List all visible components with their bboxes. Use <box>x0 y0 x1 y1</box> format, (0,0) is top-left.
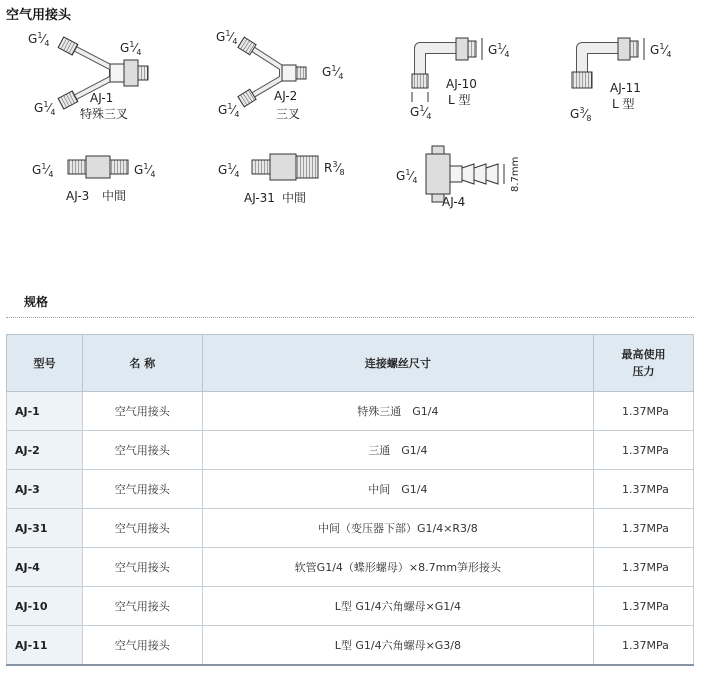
table-row <box>7 470 694 509</box>
cell-thread: 中间（变压器下部）G1/4×R3/8 <box>202 509 593 548</box>
aj3-drawing <box>68 156 128 178</box>
page-title: 空气用接头 <box>6 8 72 23</box>
aj2-thread-top: $G^1⁄_4$ <box>216 29 238 46</box>
cell-model: AJ-31 <box>7 509 83 548</box>
table-row <box>7 509 694 548</box>
cell-thread: L型 G1/4六角螺母×G3/8 <box>202 626 593 666</box>
spec-table <box>6 334 694 666</box>
aj10-thread-bottom: $G^1⁄_4$ <box>410 104 432 121</box>
aj4-thread-left: $G^1⁄_4$ <box>396 168 418 185</box>
header-pressure-line2: 压力 <box>632 365 655 378</box>
header-pressure <box>594 335 694 392</box>
header-model: 型号 <box>7 335 83 392</box>
cell-name: 空气用接头 <box>82 470 202 509</box>
aj1-model: AJ-1 <box>90 91 114 105</box>
aj10-model: AJ-10 <box>446 77 477 91</box>
cell-thread: 三通 G1/4 <box>202 431 593 470</box>
aj2-thread-bottom: $G^1⁄_4$ <box>218 102 240 119</box>
aj1-thread-right: $G^1⁄_4$ <box>120 40 142 57</box>
header-thread: 连接螺丝尺寸 <box>202 335 593 392</box>
cell-model: AJ-4 <box>7 548 83 587</box>
aj2-name: 三叉 <box>276 107 301 121</box>
aj11-name: L 型 <box>612 97 635 111</box>
cell-name: 空气用接头 <box>82 509 202 548</box>
cell-name: 空气用接头 <box>82 392 202 431</box>
aj31-model: AJ-31 <box>244 191 275 205</box>
aj3-thread-right: $G^1⁄_4$ <box>134 162 156 179</box>
header-name: 名 称 <box>82 335 202 392</box>
table-row <box>7 431 694 470</box>
spec-table-header-row <box>7 335 694 392</box>
aj3-model: AJ-3 <box>66 189 90 203</box>
cell-model: AJ-1 <box>7 392 83 431</box>
aj3-thread-left: $G^1⁄_4$ <box>32 162 54 179</box>
fittings-diagram <box>0 24 720 274</box>
cell-model: AJ-10 <box>7 587 83 626</box>
header-pressure-line1: 最高使用 <box>621 348 666 361</box>
cell-name: 空气用接头 <box>82 626 202 666</box>
aj31-thread-left: $G^1⁄_4$ <box>218 162 240 179</box>
table-row <box>7 587 694 626</box>
cell-name: 空气用接头 <box>82 587 202 626</box>
cell-pressure: 1.37MPa <box>594 392 694 431</box>
aj11-model: AJ-11 <box>610 81 641 95</box>
cell-pressure: 1.37MPa <box>594 431 694 470</box>
aj1-thread-top: $G^1⁄_4$ <box>28 31 50 48</box>
aj31-name: 中間 <box>282 191 307 205</box>
spec-section-title: 规格 <box>24 295 49 309</box>
cell-pressure: 1.37MPa <box>594 548 694 587</box>
aj2-model: AJ-2 <box>274 89 298 103</box>
cell-pressure: 1.37MPa <box>594 470 694 509</box>
aj2-thread-right: $G^1⁄_4$ <box>322 64 344 81</box>
cell-thread: 特殊三通 G1/4 <box>202 392 593 431</box>
aj11-thread-right: $G^1⁄_4$ <box>650 42 672 59</box>
cell-pressure: 1.37MPa <box>594 626 694 666</box>
aj31-thread-right: $R^3⁄_8$ <box>324 160 345 177</box>
aj4-drawing <box>426 146 498 202</box>
aj10-name: L 型 <box>448 93 471 107</box>
cell-name: 空气用接头 <box>82 431 202 470</box>
aj10-thread-right: $G^1⁄_4$ <box>488 42 510 59</box>
cell-pressure: 1.37MPa <box>594 587 694 626</box>
cell-model: AJ-3 <box>7 470 83 509</box>
aj4-model: AJ-4 <box>442 195 466 209</box>
table-row <box>7 392 694 431</box>
aj4-dimension: 8.7mm <box>510 156 521 192</box>
aj1-name: 特殊三叉 <box>80 107 129 121</box>
cell-thread: L型 G1/4六角螺母×G1/4 <box>202 587 593 626</box>
aj31-drawing <box>252 154 318 180</box>
table-row <box>7 548 694 587</box>
aj11-thread-bottom: $G^3⁄_8$ <box>570 106 592 123</box>
cell-model: AJ-11 <box>7 626 83 666</box>
aj3-name: 中間 <box>102 189 127 203</box>
cell-name: 空气用接头 <box>82 548 202 587</box>
table-row <box>7 626 694 666</box>
aj1-thread-bottom: $G^1⁄_4$ <box>34 100 56 117</box>
cell-thread: 软管G1/4（蝶形螺母）×8.7mm笋形接头 <box>202 548 593 587</box>
cell-pressure: 1.37MPa <box>594 509 694 548</box>
cell-model: AJ-2 <box>7 431 83 470</box>
section-divider <box>6 317 694 318</box>
cell-thread: 中间 G1/4 <box>202 470 593 509</box>
